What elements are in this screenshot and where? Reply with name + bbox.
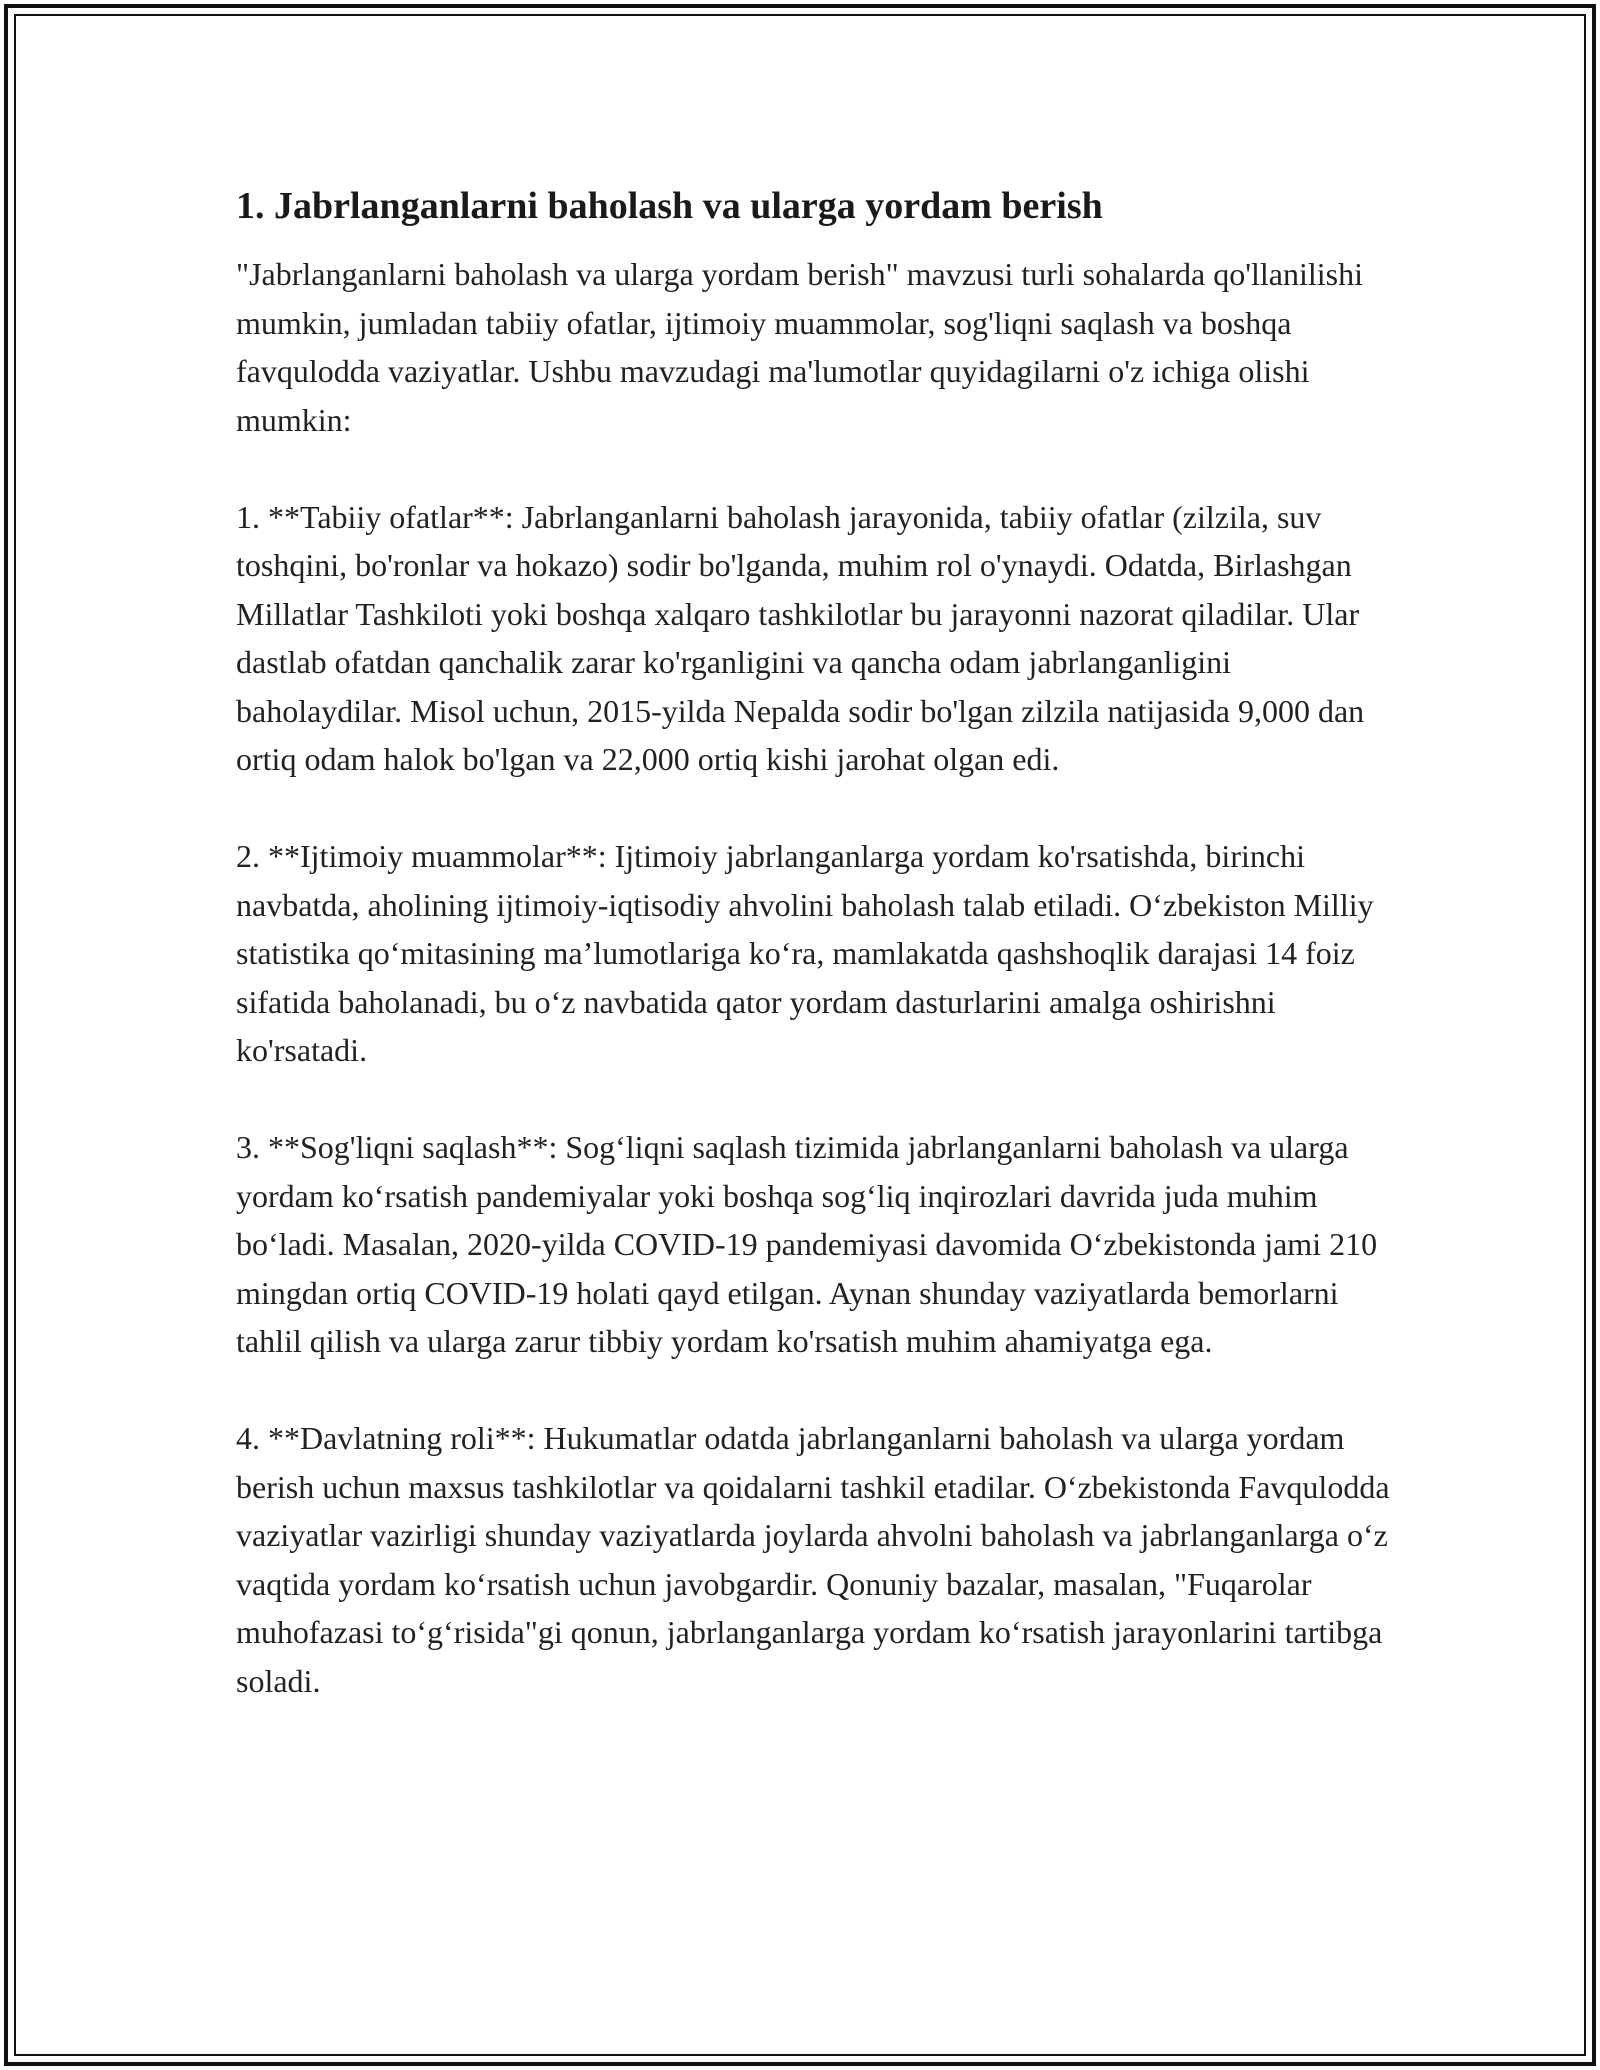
paragraph-healthcare: 3. **Sog'liqni saqlash**: Sog‘liqni saqlash tizimida jabrlanganlarni baholash va ularga yordam ko‘rsatish pandemiyalar yoki boshqa sog‘liq inqirozlari davrida juda muhim bo‘ladi. Masalan, 2020-yilda COVID-19 pandemiyasi davomida O‘zbekistonda jami 210 mingdan ortiq COVID-19 holati qayd etilgan. Aynan shunday vaziyatlarda bemorlarni tahlil qilish va ularga zarur tibbiy yordam ko'rsatish muhim ahamiyatga ega. <box>236 1129 1378 1359</box>
paragraph-social-problems: 2. **Ijtimoiy muammolar**: Ijtimoiy jabrlanganlarga yordam ko'rsatishda, birinchi navbatda, aholining ijtimoiy-iqtisodiy ahvolini baholash talab etiladi. O‘zbekiston Milliy statistika qo‘mitasining ma’lumotlariga ko‘ra, mamlakatda qashshoqlik darajasi 14 foiz sifatida baholanadi, bu o‘z navbatida qator yordam dasturlarini amalga oshirishni ko'rsatadi. <box>236 838 1374 1068</box>
paragraph-intro: "Jabrlanganlarni baholash va ularga yordam berish" mavzusi turli sohalarda qo'llanilishi mumkin, jumladan tabiiy ofatlar, ijtimoiy muammolar, sog'liqni saqlash va boshqa favqulodda vaziyatlar. Ushbu mavzudagi ma'lumotlar quyidagilarni o'z ichiga olishi mumkin: <box>236 256 1363 438</box>
paragraph-government-role: 4. **Davlatning roli**: Hukumatlar odatda jabrlanganlarni baholash va ularga yordam berish uchun maxsus tashkilotlar va qoidalarni tashkil etadilar. O‘zbekistonda Favqulodda vaziyatlar vazirligi shunday vaziyatlarda joylarda ahvolni baholash va jabrlanganlarga o‘z vaqtida yordam ko‘rsatish uchun javobgardir. Qonuniy bazalar, masalan, "Fuqarolar muhofazasi to‘g‘risida"gi qonun, jabrlanganlarga yordam ko‘rsatish jarayonlarini tartibga soladi. <box>236 1420 1390 1699</box>
document-body <box>236 180 1396 1705</box>
document-title: 1. Jabrlanganlarni baholash va ularga yordam berish <box>236 185 1103 227</box>
paragraph-natural-disasters: 1. **Tabiiy ofatlar**: Jabrlanganlarni baholash jarayonida, tabiiy ofatlar (zilzila, suv toshqini, bo'ronlar va hokazo) sodir bo'lganda, muhim rol o'ynaydi. Odatda, Birlashgan Millatlar Tashkiloti yoki boshqa xalqaro tashkilotlar bu jarayonni nazorat qiladilar. Ular dastlab ofatdan qanchalik zarar ko'rganligini va qancha odam jabrlanganligini baholaydilar. Misol uchun, 2015-yilda Nepalda sodir bo'lgan zilzila natijasida 9,000 dan ortiq odam halok bo'lgan va 22,000 ortiq kishi jarohat olgan edi. <box>236 498 1365 777</box>
